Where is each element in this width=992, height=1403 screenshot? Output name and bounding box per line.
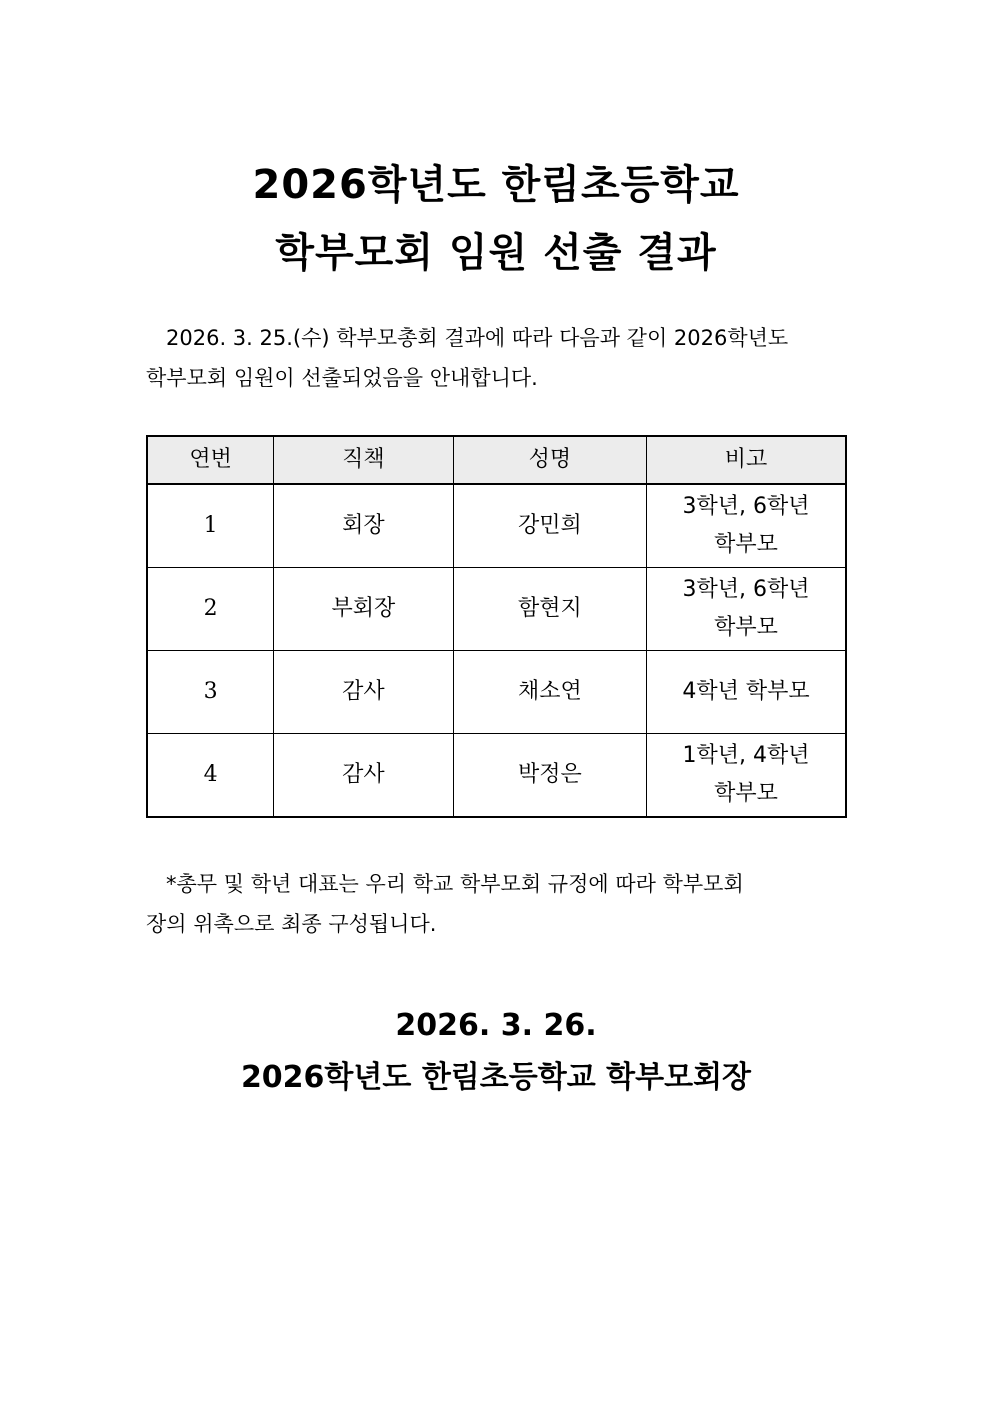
row-no: 1	[147, 484, 274, 568]
document-title: 2026학년도 한림초등학교	[252, 162, 740, 208]
table-row	[147, 484, 846, 568]
table-row	[147, 651, 846, 734]
row-no: 2	[147, 568, 274, 651]
row-note-line-1: 3학년, 6학년	[682, 494, 810, 519]
header-no: 연번	[147, 436, 274, 484]
row-note	[647, 484, 846, 568]
intro-line-2: 학부모회 임원이 선출되었음을 안내합니다.	[146, 366, 538, 390]
row-position: 감사	[274, 734, 453, 818]
note-line-1: *총무 및 학년 대표는 우리 학교 학부모회 규정에 따라 학부모회	[166, 872, 744, 896]
table-header-row	[147, 436, 846, 484]
document-subtitle: 학부모회 임원 선출 결과	[275, 230, 717, 276]
row-name: 박정은	[453, 734, 646, 818]
row-note-line-1: 4학년 학부모	[682, 679, 810, 704]
row-note	[647, 651, 846, 734]
row-position: 부회장	[274, 568, 453, 651]
row-note	[647, 734, 846, 818]
row-note-line-2: 학부모	[714, 615, 778, 640]
note-paragraph	[146, 864, 850, 944]
row-note-line-2: 학부모	[714, 781, 778, 806]
row-note	[647, 568, 846, 651]
footer-signature: 2026학년도 한림초등학교 학부모회장	[240, 1060, 752, 1095]
row-name: 강민희	[453, 484, 646, 568]
row-note-line-1: 1학년, 4학년	[682, 743, 810, 768]
table-row	[147, 568, 846, 651]
footer-date: 2026. 3. 26.	[395, 1008, 597, 1043]
header-name: 성명	[453, 436, 646, 484]
row-no: 4	[147, 734, 274, 818]
header-note: 비고	[647, 436, 846, 484]
row-position: 감사	[274, 651, 453, 734]
row-name: 함현지	[453, 568, 646, 651]
intro-line-1: 2026. 3. 25.(수) 학부모총회 결과에 따라 다음과 같이 2026학년도	[166, 326, 789, 350]
row-no: 3	[147, 651, 274, 734]
row-note-line-1: 3학년, 6학년	[682, 577, 810, 602]
row-name: 채소연	[453, 651, 646, 734]
row-position: 회장	[274, 484, 453, 568]
note-line-2: 장의 위촉으로 최종 구성됩니다.	[146, 912, 437, 936]
officers-table	[146, 435, 847, 818]
intro-paragraph	[146, 318, 850, 398]
row-note-line-2: 학부모	[714, 532, 778, 557]
header-position: 직책	[274, 436, 453, 484]
table-row	[147, 734, 846, 818]
